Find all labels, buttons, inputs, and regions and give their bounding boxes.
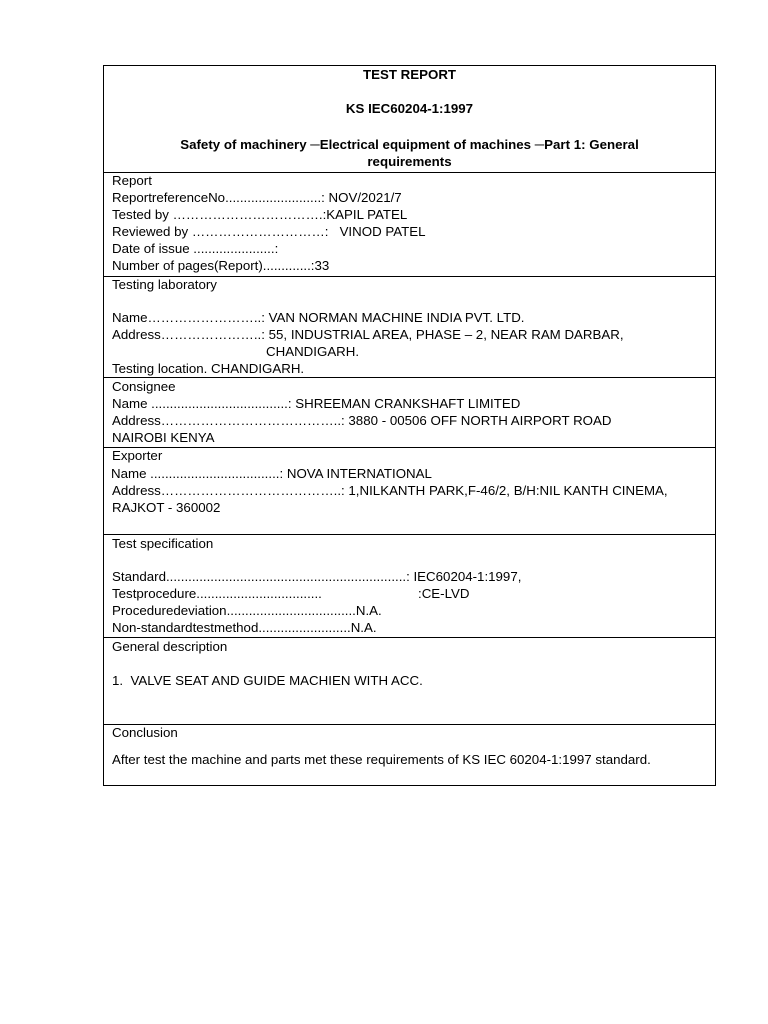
spec-procedure-deviation: Proceduredeviation...................................N.A.: [112, 603, 382, 618]
consignee-section: [104, 377, 715, 445]
exporter-address-line-2: RAJKOT - 360002: [112, 500, 221, 515]
consignee-address-line-1: Address…………………………………..: 3880 - 00506 OFF NORTH AIRPORT ROAD: [112, 413, 612, 428]
general-description-section: [104, 637, 715, 688]
test-spec-heading: Test specification: [112, 536, 214, 551]
consignee-address-line-2: NAIROBI KENYA: [112, 430, 215, 445]
tested-by: Tested by …………………………….:KAPIL PATEL: [112, 207, 408, 222]
general-description-item: 1. VALVE SEAT AND GUIDE MACHIEN WITH ACC.: [112, 673, 423, 688]
date-of-issue: Date of issue ......................:: [112, 241, 279, 256]
laboratory-address-line-1: Address…………………..: 55, INDUSTRIAL AREA, PHASE – 2, NEAR RAM DARBAR,: [112, 327, 624, 342]
conclusion-text: After test the machine and parts met these requirements of KS IEC 60204-1:1997 standard.: [112, 752, 651, 767]
conclusion-section: [104, 724, 715, 767]
laboratory-heading: Testing laboratory: [112, 277, 217, 292]
spec-procedure-value: :CE-LVD: [418, 586, 470, 601]
test-report-document: [103, 65, 716, 786]
exporter-heading: Exporter: [112, 448, 163, 463]
general-description-heading: General description: [112, 639, 228, 654]
conclusion-heading: Conclusion: [112, 725, 178, 740]
laboratory-section: [104, 276, 715, 376]
spec-standard: Standard.................................................................: IEC60204-1:1997,: [112, 569, 522, 584]
subtitle-line-1: Safety of machinery ─Electrical equipment of machines ─Part 1: General: [180, 137, 639, 152]
exporter-address-line-1: Address…………………………………..: 1,NILKANTH PARK,F-46/2, B/H:NIL KANTH CINEMA,: [112, 483, 668, 498]
subtitle-line-2: requirements: [367, 154, 452, 169]
number-of-pages: Number of pages(Report).............:33: [112, 258, 330, 273]
exporter-section: [104, 447, 715, 515]
report-reference: ReportreferenceNo..........................: NOV/2021/7: [112, 190, 402, 205]
reviewed-by: Reviewed by …………………………: VINOD PATEL: [112, 224, 426, 239]
report-title: TEST REPORT: [362, 67, 457, 82]
standard-code: KS IEC60204-1:1997: [345, 101, 474, 116]
exporter-name: Name ...................................: NOVA INTERNATIONAL: [111, 466, 432, 481]
testing-location: Testing location. CHANDIGARH.: [112, 361, 305, 376]
spec-non-standard-method: Non-standardtestmethod.........................N.A.: [112, 620, 377, 635]
report-heading: Report: [112, 173, 152, 188]
test-spec-section: [104, 534, 715, 635]
consignee-heading: Consignee: [112, 379, 176, 394]
consignee-name: Name .....................................: SHREEMAN CRANKSHAFT LIMITED: [112, 396, 521, 411]
report-section: [104, 172, 715, 273]
laboratory-address-line-2: CHANDIGARH.: [266, 344, 360, 359]
spec-procedure-label: Testprocedure..................................: [112, 586, 322, 601]
laboratory-name: Name……………………..: VAN NORMAN MACHINE INDIA PVT. LTD.: [112, 310, 525, 325]
